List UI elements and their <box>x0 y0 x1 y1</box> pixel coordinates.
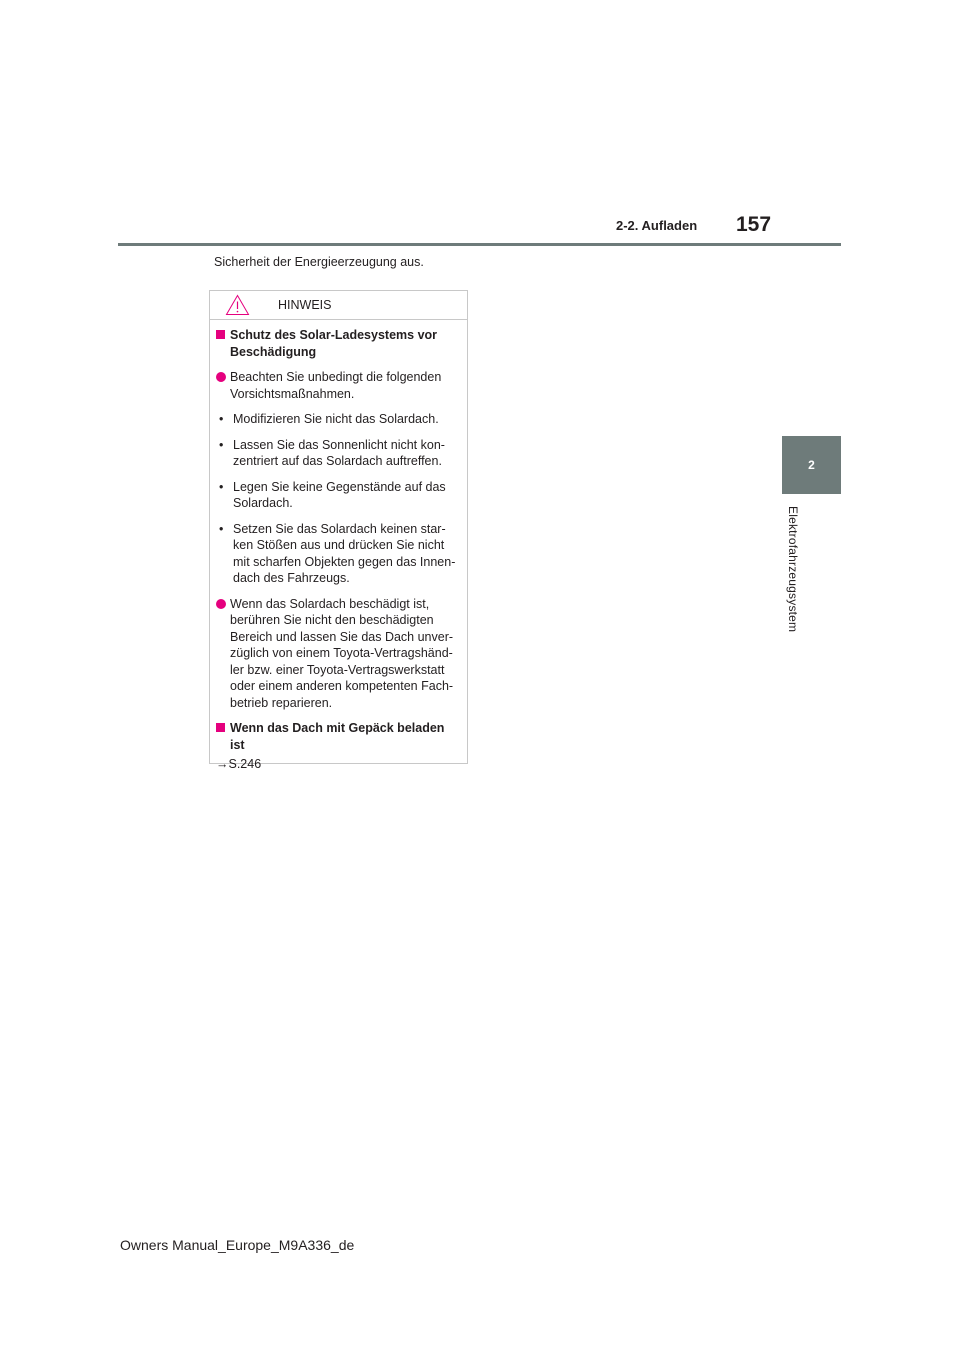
warning-triangle-icon <box>225 294 250 316</box>
page-reference-link[interactable]: S.246 <box>228 757 262 771</box>
arrow-right-icon: → <box>216 757 229 771</box>
notice-item-damaged-roof: Wenn das Solardach beschädigt ist, berühren Sie nicht den beschädigten Bereich und lassen Sie das Dach unver-züglich von einem Toyota-Vertragshänd-ler bzw. einer Toyota-Vertragswerkstatt oder einem anderen kompetenten Fach-betrieb reparieren. <box>216 596 459 712</box>
notice-title: HINWEIS <box>278 298 332 312</box>
intro-text: Sicherheit der Energieerzeugung aus. <box>214 255 424 269</box>
bullet-item: • Modifizieren Sie nicht das Solardach. <box>219 412 439 426</box>
header-rule <box>118 243 841 246</box>
footer-text: Owners Manual_Europe_M9A336_de <box>120 1237 355 1253</box>
chapter-label: Elektrofahrzeugsystem <box>786 506 800 633</box>
page-reference[interactable] <box>216 756 459 773</box>
notice-item-precautions: Beachten Sie unbedingt die folgenden Vorsichtsmaßnahmen. <box>216 369 459 402</box>
notice-heading-luggage: Wenn das Dach mit Gepäck beladen ist <box>216 720 459 753</box>
notice-box <box>209 290 468 771</box>
square-bullet-icon <box>216 723 225 732</box>
notice-heading-solar-protection: Schutz des Solar-Ladesystems vor Beschädigung <box>216 327 459 360</box>
chapter-tab: 2 <box>782 436 841 494</box>
bullet-item: • Lassen Sie das Sonnenlicht nicht kon-zentriert auf das Solardach auftreffen. <box>219 437 445 468</box>
header-section: 2-2. Aufladen <box>616 218 698 233</box>
circle-bullet-icon <box>216 372 226 382</box>
notice-header <box>210 291 467 320</box>
square-bullet-icon <box>216 330 225 339</box>
page-number: 157 <box>736 213 772 236</box>
bullet-item: • Setzen Sie das Solardach keinen star-ken Stößen aus und drücken Sie nicht mit scharfen Objekten gegen das Innen-dach des Fahrzeugs. <box>219 521 456 585</box>
circle-bullet-icon <box>216 599 226 609</box>
bullet-item: • Legen Sie keine Gegenstände auf das Solardach. <box>219 479 446 510</box>
notice-body <box>210 320 467 773</box>
